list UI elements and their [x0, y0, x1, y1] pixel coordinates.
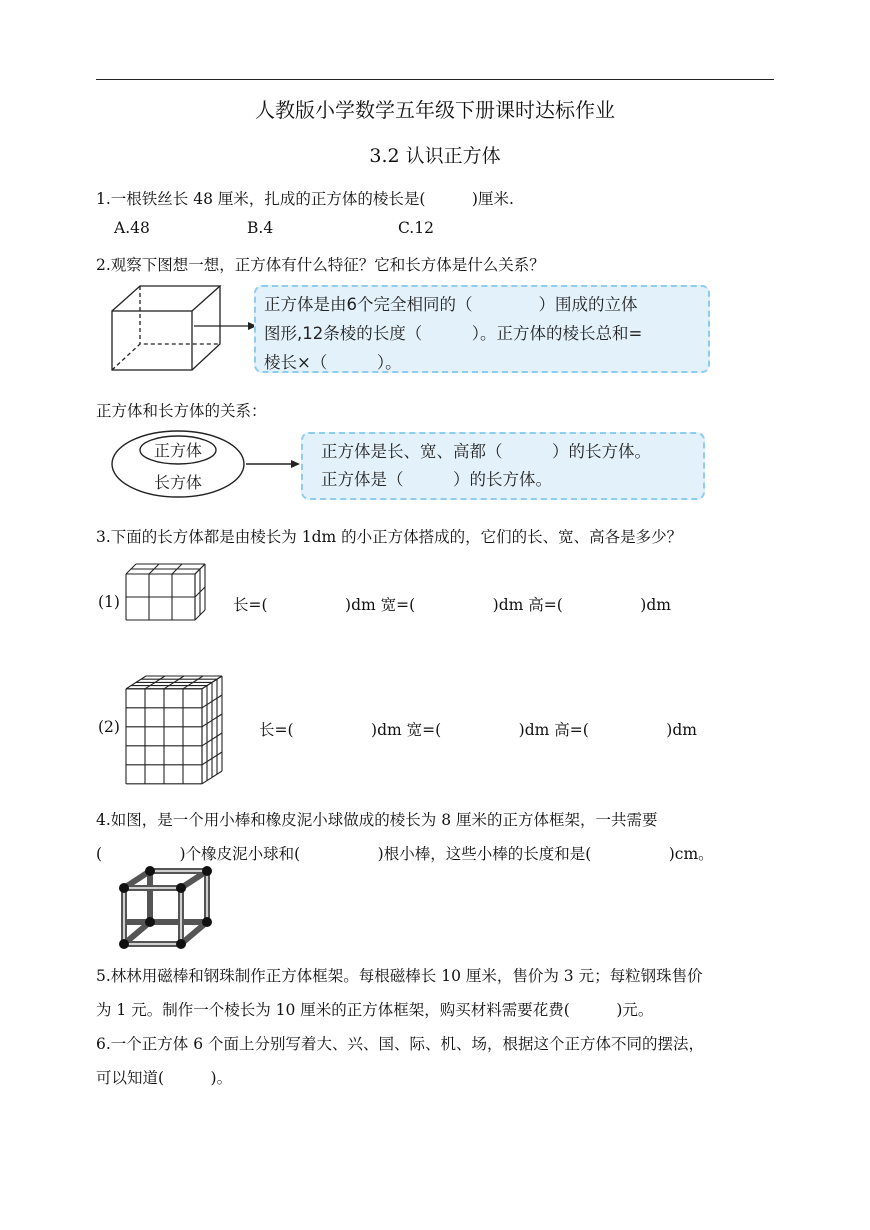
question-5-line-2: 为 1 元。制作一个棱长为 10 厘米的正方体框架，购买材料需要花费( )元。 — [96, 1001, 654, 1019]
question-6-line-2: 可以知道( )。 — [96, 1069, 233, 1087]
question-1-text: 1.一根铁丝长 48 厘米，扎成的正方体的棱长是( )厘米. — [96, 190, 514, 208]
box2-line-1: 正方体是长、宽、高都（ ）的长方体。 — [321, 442, 651, 461]
set-relation-diagram — [110, 428, 310, 500]
cube-frame-figure — [116, 866, 224, 952]
question-2-text: 2.观察下图想一想，正方体有什么特征？它和长方体是什么关系？ — [96, 256, 545, 274]
box2-line-2: 正方体是（ ）的长方体。 — [321, 470, 552, 489]
cuboid-grid-1 — [124, 562, 228, 642]
q1-option-a: A.48 — [114, 219, 150, 237]
box1-line-3: 棱长×（ ）。 — [264, 353, 402, 372]
question-4-line-1: 4.如图，是一个用小棒和橡皮泥小球做成的棱长为 8 厘米的正方体框架，一共需要 — [96, 811, 658, 829]
relation-box — [301, 432, 705, 500]
question-6-line-1: 6.一个正方体 6 个面上分别写着大、兴、国、际、机、场，根据这个正方体不同的摆法， — [96, 1035, 705, 1053]
q3-item1-blanks: 长=( )dm 宽=( )dm 高=( )dm — [233, 596, 671, 614]
oval-outer-label: 长方体 — [153, 473, 203, 492]
page-title: 人教版小学数学五年级下册课时达标作业 — [255, 98, 615, 122]
box1-line-2: 图形,12条棱的长度（ ）。正方体的棱长总和= — [264, 324, 643, 343]
box1-line-1: 正方体是由6个完全相同的（ ）围成的立体 — [264, 295, 638, 314]
q1-option-c: C.12 — [398, 219, 434, 237]
q1-option-b: B.4 — [247, 219, 274, 237]
question-4-line-2: ( )个橡皮泥小球和( )根小棒，这些小棒的长度和是( )cm。 — [96, 845, 714, 863]
q3-item2-label: (2) — [98, 718, 120, 736]
page-subtitle: 3.2 认识正方体 — [369, 145, 501, 167]
question-5-line-1: 5.林林用磁棒和钢珠制作正方体框架。每根磁棒长 10 厘米，售价为 3 元；每粒钢珠售价 — [96, 967, 703, 985]
q3-item2-blanks: 长=( )dm 宽=( )dm 高=( )dm — [259, 721, 697, 739]
relation-label: 正方体和长方体的关系： — [96, 402, 267, 420]
cube-definition-box — [254, 285, 710, 373]
header-rule — [96, 79, 774, 80]
oval-inner-label: 正方体 — [153, 441, 203, 460]
cube-figure — [110, 284, 260, 374]
cuboid-grid-2 — [124, 674, 254, 786]
q3-item1-label: (1) — [98, 593, 120, 611]
question-3-text: 3.下面的长方体都是由棱长为 1dm 的小正方体搭成的，它们的长、宽、高各是多少？ — [96, 528, 683, 546]
